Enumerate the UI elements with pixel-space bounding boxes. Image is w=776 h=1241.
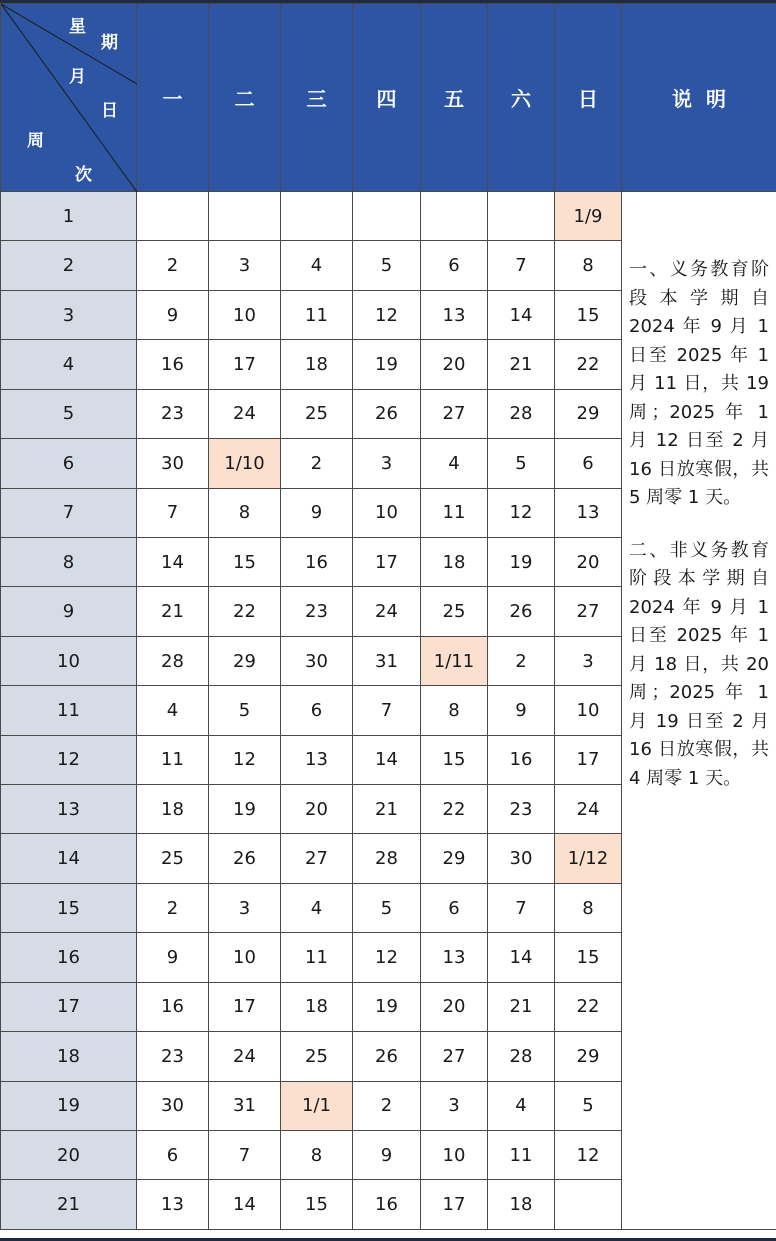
date-cell: 30 — [137, 439, 209, 488]
date-cell: 13 — [281, 735, 353, 784]
date-cell: 3 — [421, 1081, 488, 1130]
date-cell: 7 — [488, 241, 555, 290]
date-cell: 7 — [209, 1131, 281, 1180]
week-number-cell: 3 — [1, 290, 137, 339]
date-cell: 17 — [209, 982, 281, 1031]
month-start-date-cell: 1/1 — [281, 1081, 353, 1130]
date-cell: 27 — [281, 834, 353, 883]
date-cell: 11 — [137, 735, 209, 784]
date-cell: 4 — [421, 439, 488, 488]
weekday-header-sat: 六 — [488, 4, 555, 192]
date-cell: 6 — [421, 241, 488, 290]
month-start-date-cell: 1/9 — [555, 192, 622, 241]
date-cell — [488, 192, 555, 241]
date-cell: 16 — [281, 537, 353, 586]
date-cell: 7 — [353, 686, 421, 735]
date-cell: 8 — [281, 1131, 353, 1180]
date-cell: 27 — [555, 587, 622, 636]
date-cell: 4 — [281, 883, 353, 932]
date-cell: 19 — [353, 340, 421, 389]
date-cell: 27 — [421, 389, 488, 438]
date-cell: 3 — [353, 439, 421, 488]
date-cell — [209, 192, 281, 241]
date-cell: 24 — [353, 587, 421, 636]
date-cell: 23 — [281, 587, 353, 636]
date-cell: 13 — [421, 290, 488, 339]
date-cell: 24 — [209, 389, 281, 438]
date-cell: 13 — [421, 933, 488, 982]
week-number-cell: 16 — [1, 933, 137, 982]
corner-label-zhou: 周 — [27, 131, 44, 151]
date-cell: 14 — [488, 290, 555, 339]
date-cell: 2 — [353, 1081, 421, 1130]
date-cell: 11 — [421, 488, 488, 537]
date-cell: 9 — [137, 933, 209, 982]
date-cell: 23 — [488, 785, 555, 834]
date-cell: 8 — [555, 883, 622, 932]
date-cell: 12 — [555, 1131, 622, 1180]
date-cell: 31 — [353, 636, 421, 685]
date-cell: 12 — [353, 290, 421, 339]
date-cell: 16 — [488, 735, 555, 784]
date-cell: 14 — [209, 1180, 281, 1229]
date-cell: 26 — [209, 834, 281, 883]
school-calendar-table — [0, 3, 776, 1230]
week-number-cell: 14 — [1, 834, 137, 883]
weekday-header-sun: 日 — [555, 4, 622, 192]
corner-header-cell — [1, 4, 137, 192]
date-cell: 21 — [353, 785, 421, 834]
date-cell: 25 — [137, 834, 209, 883]
date-cell: 2 — [137, 241, 209, 290]
date-cell: 14 — [353, 735, 421, 784]
date-cell: 29 — [555, 389, 622, 438]
date-cell: 10 — [421, 1131, 488, 1180]
date-cell: 10 — [209, 933, 281, 982]
date-cell: 20 — [555, 537, 622, 586]
date-cell: 9 — [353, 1131, 421, 1180]
week-number-cell: 20 — [1, 1131, 137, 1180]
date-cell: 25 — [421, 587, 488, 636]
date-cell: 8 — [421, 686, 488, 735]
month-start-date-cell: 1/11 — [421, 636, 488, 685]
date-cell: 31 — [209, 1081, 281, 1130]
date-cell: 14 — [488, 933, 555, 982]
date-cell: 6 — [555, 439, 622, 488]
notes-header: 说 明 — [622, 4, 776, 192]
date-cell: 17 — [555, 735, 622, 784]
corner-label-xing: 星 — [69, 17, 86, 37]
date-cell — [421, 192, 488, 241]
date-cell: 5 — [488, 439, 555, 488]
weekday-header-wed: 三 — [281, 4, 353, 192]
date-cell: 25 — [281, 389, 353, 438]
date-cell: 14 — [137, 537, 209, 586]
date-cell: 19 — [488, 537, 555, 586]
date-cell: 5 — [209, 686, 281, 735]
date-cell: 3 — [209, 883, 281, 932]
month-start-date-cell: 1/10 — [209, 439, 281, 488]
date-cell: 19 — [209, 785, 281, 834]
week-number-cell: 5 — [1, 389, 137, 438]
date-cell: 28 — [488, 1032, 555, 1081]
date-cell: 26 — [488, 587, 555, 636]
date-cell: 30 — [137, 1081, 209, 1130]
date-cell: 10 — [209, 290, 281, 339]
date-cell: 15 — [281, 1180, 353, 1229]
date-cell: 7 — [488, 883, 555, 932]
corner-label-ri: 日 — [101, 101, 118, 121]
date-cell — [353, 192, 421, 241]
date-cell: 11 — [281, 933, 353, 982]
date-cell: 7 — [137, 488, 209, 537]
date-cell: 12 — [209, 735, 281, 784]
corner-label-ci: 次 — [75, 165, 92, 185]
date-cell: 6 — [281, 686, 353, 735]
date-cell — [281, 192, 353, 241]
date-cell: 15 — [555, 933, 622, 982]
week-number-cell: 7 — [1, 488, 137, 537]
date-cell: 25 — [281, 1032, 353, 1081]
date-cell: 16 — [137, 340, 209, 389]
date-cell: 20 — [421, 340, 488, 389]
weekday-header-mon: 一 — [137, 4, 209, 192]
date-cell: 9 — [281, 488, 353, 537]
date-cell: 2 — [488, 636, 555, 685]
date-cell: 6 — [421, 883, 488, 932]
month-start-date-cell: 1/12 — [555, 834, 622, 883]
header-row — [1, 4, 776, 192]
date-cell: 18 — [137, 785, 209, 834]
date-cell: 21 — [488, 340, 555, 389]
weekday-header-fri: 五 — [421, 4, 488, 192]
date-cell: 30 — [488, 834, 555, 883]
date-cell: 3 — [209, 241, 281, 290]
date-cell: 12 — [353, 933, 421, 982]
weekday-header-thu: 四 — [353, 4, 421, 192]
date-cell: 29 — [555, 1032, 622, 1081]
note-paragraph: 二、非义务教育阶段本学期自 2024 年 9 月 1 日至 2025 年 1 月 18 日，共 20 周；2025 年 1 月 19 日至 2 月 16 日放寒假，共 4 周零 1 天。 — [629, 539, 769, 789]
date-cell: 4 — [281, 241, 353, 290]
date-cell: 24 — [555, 785, 622, 834]
date-cell: 17 — [421, 1180, 488, 1229]
week-number-cell: 8 — [1, 537, 137, 586]
corner-label-yue: 月 — [69, 67, 86, 87]
week-number-cell: 12 — [1, 735, 137, 784]
week-number-cell: 1 — [1, 192, 137, 241]
date-cell: 5 — [353, 883, 421, 932]
week-number-cell: 9 — [1, 587, 137, 636]
week-number-cell: 11 — [1, 686, 137, 735]
date-cell: 4 — [137, 686, 209, 735]
week-row — [1, 192, 776, 241]
date-cell: 15 — [555, 290, 622, 339]
date-cell: 17 — [353, 537, 421, 586]
date-cell: 18 — [488, 1180, 555, 1229]
date-cell: 15 — [209, 537, 281, 586]
date-cell: 22 — [555, 340, 622, 389]
date-cell: 11 — [281, 290, 353, 339]
date-cell: 2 — [281, 439, 353, 488]
date-cell: 28 — [353, 834, 421, 883]
date-cell: 4 — [488, 1081, 555, 1130]
date-cell: 11 — [488, 1131, 555, 1180]
week-number-cell: 17 — [1, 982, 137, 1031]
date-cell: 18 — [421, 537, 488, 586]
date-cell: 22 — [209, 587, 281, 636]
date-cell: 9 — [137, 290, 209, 339]
calendar-body — [1, 192, 776, 1230]
date-cell: 2 — [137, 883, 209, 932]
corner-label-qi: 期 — [101, 33, 118, 53]
date-cell: 18 — [281, 340, 353, 389]
date-cell — [137, 192, 209, 241]
date-cell: 15 — [421, 735, 488, 784]
week-number-cell: 10 — [1, 636, 137, 685]
date-cell: 17 — [209, 340, 281, 389]
date-cell: 29 — [209, 636, 281, 685]
date-cell: 23 — [137, 389, 209, 438]
date-cell: 30 — [281, 636, 353, 685]
date-cell: 19 — [353, 982, 421, 1031]
date-cell: 22 — [421, 785, 488, 834]
note-paragraph: 一、义务教育阶段本学期自 2024 年 9 月 1 日至 2025 年 1 月 11 日，共 19 周；2025 年 1 月 12 日至 2 月 16 日放寒假，共 5 周零 1 天。 — [629, 259, 769, 508]
date-cell: 13 — [555, 488, 622, 537]
week-number-cell: 13 — [1, 785, 137, 834]
date-cell: 10 — [353, 488, 421, 537]
date-cell: 21 — [137, 587, 209, 636]
date-cell: 27 — [421, 1032, 488, 1081]
notes-cell — [622, 192, 776, 1230]
date-cell — [555, 1180, 622, 1229]
weekday-header-tue: 二 — [209, 4, 281, 192]
week-number-cell: 19 — [1, 1081, 137, 1130]
date-cell: 24 — [209, 1032, 281, 1081]
date-cell: 8 — [555, 241, 622, 290]
date-cell: 28 — [488, 389, 555, 438]
date-cell: 28 — [137, 636, 209, 685]
date-cell: 26 — [353, 389, 421, 438]
date-cell: 10 — [555, 686, 622, 735]
date-cell: 26 — [353, 1032, 421, 1081]
date-cell: 9 — [488, 686, 555, 735]
week-number-cell: 2 — [1, 241, 137, 290]
week-number-cell: 6 — [1, 439, 137, 488]
date-cell: 6 — [137, 1131, 209, 1180]
date-cell: 8 — [209, 488, 281, 537]
date-cell: 20 — [281, 785, 353, 834]
date-cell: 22 — [555, 982, 622, 1031]
date-cell: 16 — [353, 1180, 421, 1229]
date-cell: 23 — [137, 1032, 209, 1081]
date-cell: 16 — [137, 982, 209, 1031]
date-cell: 18 — [281, 982, 353, 1031]
date-cell: 5 — [353, 241, 421, 290]
date-cell: 29 — [421, 834, 488, 883]
date-cell: 21 — [488, 982, 555, 1031]
week-number-cell: 18 — [1, 1032, 137, 1081]
week-number-cell: 15 — [1, 883, 137, 932]
week-number-cell: 21 — [1, 1180, 137, 1229]
date-cell: 5 — [555, 1081, 622, 1130]
date-cell: 3 — [555, 636, 622, 685]
week-number-cell: 4 — [1, 340, 137, 389]
date-cell: 12 — [488, 488, 555, 537]
date-cell: 20 — [421, 982, 488, 1031]
date-cell: 13 — [137, 1180, 209, 1229]
